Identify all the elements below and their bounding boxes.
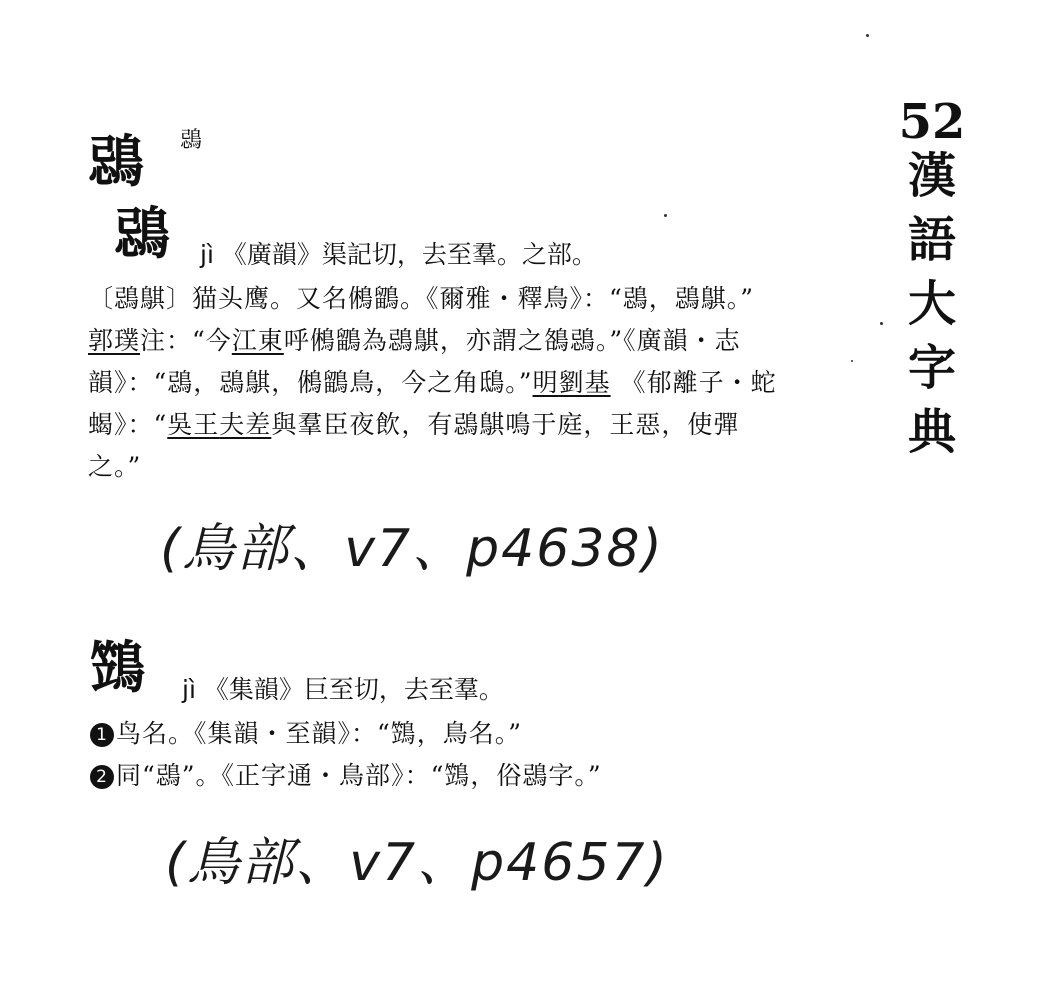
book-title [897, 150, 967, 458]
place-name-jiangdong: 江東 [231, 326, 284, 355]
scan-speck [866, 34, 869, 37]
entry2-reading-line [182, 675, 504, 705]
person-name-fuchai: 夫差 [219, 410, 272, 439]
entry1-reading: 《廣韻》渠記切，去至羣。之部。 [221, 240, 597, 269]
text-run: 韻》：“鵋，鵋鶀，鵂鶹鳥，今之角鴟。” [88, 368, 533, 397]
text-run: 蝎》：“ [88, 410, 168, 439]
book-title-char: 漢 [907, 148, 956, 204]
sense1-text: 鸟名。《集韻・至韻》：“鷑，鳥名。” [116, 719, 523, 748]
dynasty-ming: 明 [532, 368, 559, 397]
text-run: 《郁離子・蛇 [620, 368, 777, 397]
scan-speck [664, 214, 667, 217]
person-name-guopu: 郭璞 [88, 326, 141, 355]
text-run: 注：“今 [140, 326, 232, 355]
entry2-headword: 鷑 [90, 635, 146, 701]
entry2-sense1 [90, 718, 522, 750]
book-title-char: 大 [907, 276, 956, 332]
entry2-handwritten-ref: (鳥部、v7、p4657) [165, 833, 669, 893]
entry1-pinyin: jì [200, 240, 214, 269]
book-title-char: 字 [907, 340, 956, 396]
sense-number-1: 1 [90, 723, 114, 747]
entry1-variant-small: 鵋 [180, 128, 203, 153]
book-number: 52 [898, 94, 966, 150]
entry1-line2 [88, 325, 741, 357]
text-run: 與羣臣夜飲，有鵋鶀鳴于庭，王惡，使彈 [271, 410, 740, 439]
person-name-wuwang: 吳王 [167, 410, 220, 439]
entry2-sense2 [90, 760, 602, 792]
entry1-form-label: 鵋 [88, 129, 144, 195]
entry1-reading-line [200, 240, 597, 270]
entry1-line5: 之。” [88, 452, 142, 481]
scan-speck [851, 360, 853, 362]
book-title-char: 語 [907, 212, 956, 268]
entry1-line1: 〔鵋鶀〕猫头鹰。又名鵂鶹。《爾雅・釋鳥》：“鵋，鵋鶀。” [88, 284, 755, 313]
entry1-line3 [88, 367, 777, 399]
entry1-headword: 鵋 [114, 201, 170, 267]
person-name-liuji: 劉基 [558, 368, 611, 397]
text-run: 呼鵂鶹為鵋鶀，亦謂之鵅鵋。”《廣韻・志 [283, 326, 741, 355]
sense2-text: 同“鵋”。《正字通・鳥部》：“鷑，俗鵋字。” [116, 761, 602, 790]
entry1-handwritten-ref: (鳥部、v7、p4638) [160, 519, 664, 579]
entry2-pinyin: jì [182, 675, 196, 704]
sense-number-2: 2 [90, 765, 114, 789]
scan-speck [880, 322, 883, 325]
entry2-reading: 《集韻》巨至切，去至羣。 [203, 675, 504, 704]
entry1-line4 [88, 409, 739, 441]
book-title-char: 典 [907, 404, 956, 460]
